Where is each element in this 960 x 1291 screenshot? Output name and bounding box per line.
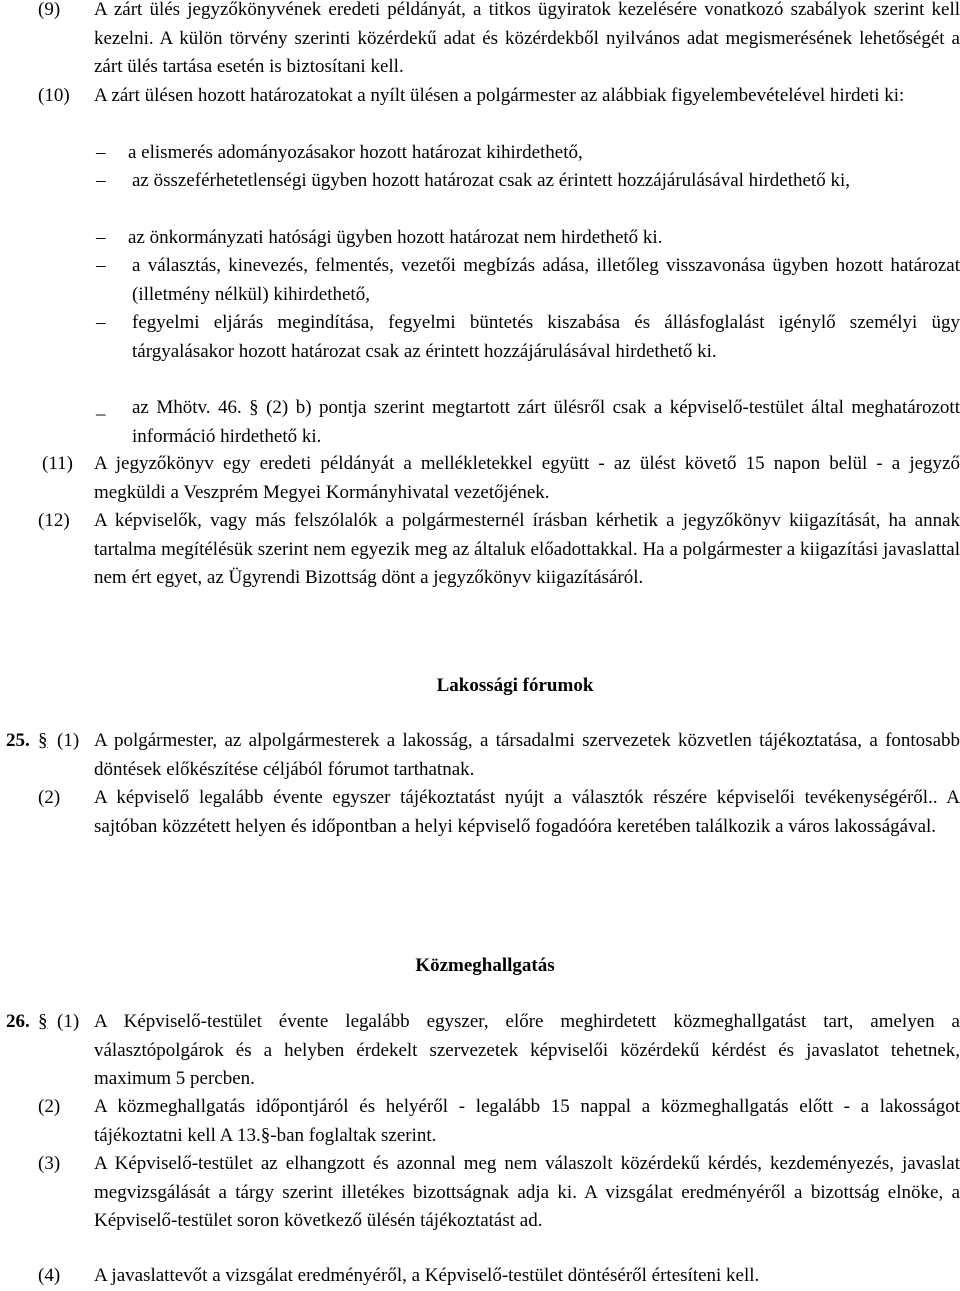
list-item: a választás, kinevezés, felmentés, vezetői megbízás adása, illetőleg visszavonása ügyben hozott határozat (illetmény nélkül) kihirdethető, bbox=[132, 255, 960, 305]
paragraph-text: A képviselő legalább évente egyszer tájékoztatást nyújt a választók részére képviselői tevékenységéről.. A sajtóban közzétett helyen és időpontban a helyi képviselő fogadóóra keretében találkozik a város lakosságával. bbox=[94, 787, 960, 837]
list-underscore: _ bbox=[96, 397, 106, 418]
list-item: fegyelmi eljárás megindítása, fegyelmi büntetés kiszabása és állásfoglalást igénylő személyi ügy tárgyalásakor hozott határozat csak az érintett hozzájárulásával hirdethető ki. bbox=[132, 312, 960, 362]
list-item: az Mhötv. 46. § (2) b) pontja szerint megtartott zárt ülésről csak a képviselő-testület által meghatározott információ hirdethető ki. bbox=[132, 397, 960, 447]
paragraph-text: A közmeghallgatás időpontjáról és helyéről - legalább 15 nappal a közmeghallgatás előtt - a lakosságot tájékoztatni kell A 13.§-ban foglaltak szerint. bbox=[94, 1096, 960, 1146]
article-number: 26. bbox=[6, 1011, 30, 1032]
paragraph-number: (12) bbox=[38, 510, 70, 531]
paragraph-number: (9) bbox=[38, 0, 61, 20]
section-sign: § bbox=[38, 1011, 48, 1032]
list-dash: – bbox=[96, 227, 106, 248]
list-item: az önkormányzati hatósági ügyben hozott határozat nem hirdethető ki. bbox=[128, 227, 663, 248]
paragraph-number: (11) bbox=[42, 453, 73, 474]
list-item: az összeférhetetlenségi ügyben hozott határozat csak az érintett hozzájárulásával hirdethető ki, bbox=[132, 170, 850, 191]
paragraph-number: (2) bbox=[38, 1096, 61, 1117]
paragraph-text: A jegyzőkönyv egy eredeti példányát a mellékletekkel együtt - az ülést követő 15 napon belül - a jegyző megküldi a Veszprém Megyei Kormányhivatal vezetőjének. bbox=[94, 453, 960, 503]
paragraph-number: (10) bbox=[38, 85, 70, 106]
article-number: 25. bbox=[6, 730, 30, 751]
section-heading: Lakossági fórumok bbox=[436, 675, 594, 696]
paragraph-text: A javaslattevőt a vizsgálat eredményéről, a Képviselő-testület döntéséről értesíteni kell. bbox=[94, 1265, 760, 1286]
paragraph-number: (2) bbox=[38, 787, 61, 808]
list-dash: – bbox=[96, 255, 106, 276]
list-dash: – bbox=[96, 312, 106, 333]
paragraph-number: (3) bbox=[38, 1153, 61, 1174]
paragraph-text: A zárt ülés jegyzőkönyvének eredeti példányát, a titkos ügyiratok kezelésére vonatkozó szabályok szerint kell kezelni. A külön törvény szerinti közérdekű adat és közérdekből nyilvános adat megismerésének lehetőségét a zárt ülés tartása esetén is biztosítani kell. bbox=[94, 0, 960, 77]
paragraph-text: A Képviselő-testület az elhangzott és azonnal meg nem válaszolt közérdekű kérdés, kezdeményezés, javaslat megvizsgálását a tárgy szerint illetékes bizottságnak adja ki. A vizsgálat eredményéről a bizottság elnöke, a Képviselő-testület soron következő ülésén tájékoztatást ad. bbox=[94, 1153, 960, 1231]
paragraph-number: (1) bbox=[57, 1011, 80, 1032]
paragraph-number: (1) bbox=[57, 730, 80, 751]
paragraph-text: A polgármester, az alpolgármesterek a lakosság, a társadalmi szervezetek közvetlen tájékoztatása, a fontosabb döntések előkészítése céljából fórumot tarthatnak. bbox=[94, 730, 960, 780]
paragraph-text: A képviselők, vagy más felszólalók a polgármesternél írásban kérhetik a jegyzőkönyv kiigazítását, ha annak tartalma megítélésük szerint nem egyezik meg az általuk előadottakkal. Ha a polgármester a kiigazítási javaslattal nem ért egyet, az Ügyrendi Bizottság dönt a jegyzőkönyv kiigazításáról. bbox=[94, 510, 960, 588]
list-item: a elismerés adományozásakor hozott határozat kihirdethető, bbox=[128, 142, 583, 163]
list-dash: – bbox=[96, 170, 106, 191]
section-heading: Közmeghallgatás bbox=[415, 955, 555, 976]
list-dash: – bbox=[96, 142, 106, 163]
paragraph-text: A zárt ülésen hozott határozatokat a nyílt ülésen a polgármester az alábbiak figyelembevételével hirdeti ki: bbox=[94, 85, 905, 106]
paragraph-text: A Képviselő-testület évente legalább egyszer, előre meghirdetett közmeghallgatást tart, amelyen a választópolgárok és a helyben érdekelt szervezetek képviselői közérdekű kérdést és javaslatot tehetnek, maximum 5 percben. bbox=[94, 1011, 960, 1089]
section-sign: § bbox=[38, 730, 48, 751]
paragraph-number: (4) bbox=[38, 1265, 61, 1286]
